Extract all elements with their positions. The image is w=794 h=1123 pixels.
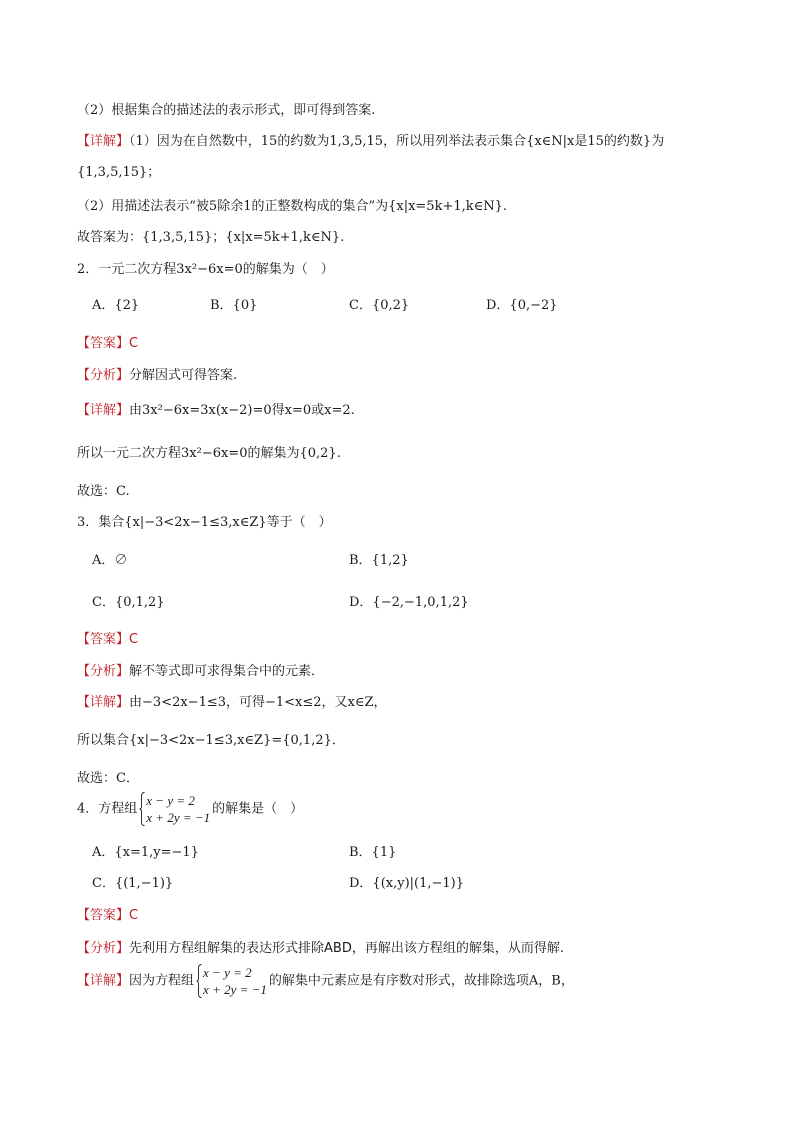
q2-answer: 【答案】C [77, 336, 139, 351]
question-4-stem [77, 792, 303, 827]
equation-system [196, 964, 267, 998]
equation-1: x − y = 2 [146, 793, 195, 808]
q2-detail: 【详解】由3x²−6x=3x(x−2)=0得x=0或x=2. [77, 403, 355, 418]
q2-option-a: A．{2} [92, 298, 140, 313]
q4-detail-suffix: 的解集中元素应是有序数对形式，故排除选项A，B， [268, 973, 574, 989]
q2-option-b: B．{0} [210, 298, 258, 313]
q3-answer: 【答案】C [77, 632, 139, 647]
q2-option-c: C．{0,2} [349, 298, 410, 313]
left-brace-icon [196, 964, 202, 998]
q3-option-a: A．∅ [92, 553, 128, 568]
text-line: （2）根据集合的描述法的表示形式，即可得到答案. [77, 103, 376, 118]
q4-answer: 【答案】C [77, 908, 139, 923]
q3-detail: 【详解】由−3<2x−1≤3，可得−1<x≤2，又x∈Z， [77, 695, 387, 710]
q4-option-d: D．{(x,y)|(1,−1)} [349, 876, 465, 891]
left-brace-icon [139, 792, 145, 826]
q4-option-c: C．{(1,−1)} [92, 876, 174, 891]
q4-option-b: B．{1} [349, 845, 397, 860]
q3-choice: 故选：C． [77, 771, 139, 786]
q3-analysis: 【分析】解不等式即可求得集合中的元素． [77, 664, 325, 679]
text-line: {1,3,5,15}； [77, 165, 161, 180]
q4-stem-prefix: 4．方程组 [77, 801, 138, 817]
q2-conclusion: 所以一元二次方程3x²−6x=0的解集为{0,2}. [77, 446, 341, 461]
equation-2: x + 2y = −1 [203, 982, 267, 997]
question-2-stem: 2．一元二次方程3x²−6x=0的解集为（ ） [77, 262, 334, 277]
q4-detail [77, 964, 574, 999]
q3-option-c: C．{0,1,2} [92, 595, 165, 610]
q4-detail-prefix: 【详解】因为方程组 [77, 973, 195, 989]
equation-system [139, 792, 210, 826]
q3-option-b: B．{1,2} [349, 553, 409, 568]
q4-stem-suffix: 的解集是（ ） [212, 801, 304, 817]
equation-2: x + 2y = −1 [146, 810, 211, 825]
question-3-stem: 3．集合{x|−3<2x−1≤3,x∈Z}等于（ ） [77, 515, 332, 530]
detail-line: 【详解】（1）因为在自然数中，15的约数为1,3,5,15，所以用列举法表示集合{x∈N|x是15的约数}为 [77, 134, 665, 149]
q2-analysis: 【分析】分解因式可得答案. [77, 368, 238, 383]
text-line: 故答案为：{1,3,5,15}；{x|x=5k+1,k∈N}. [77, 230, 345, 245]
q4-option-a: A．{x=1,y=−1} [92, 845, 199, 860]
q4-analysis: 【分析】先利用方程组解集的表达形式排除ABD，再解出该方程组的解集，从而得解. [77, 941, 564, 956]
q2-choice: 故选：C. [77, 484, 130, 499]
q2-option-d: D．{0,−2} [486, 298, 558, 313]
q3-conclusion: 所以集合{x|−3<2x−1≤3,x∈Z}={0,1,2}． [77, 733, 345, 748]
text-line: （2）用描述法表示“被5除余1的正整数构成的集合”为{x|x=5k+1,k∈N}. [77, 199, 508, 214]
q3-option-d: D．{−2,−1,0,1,2} [349, 595, 469, 610]
equation-1: x − y = 2 [203, 965, 252, 980]
